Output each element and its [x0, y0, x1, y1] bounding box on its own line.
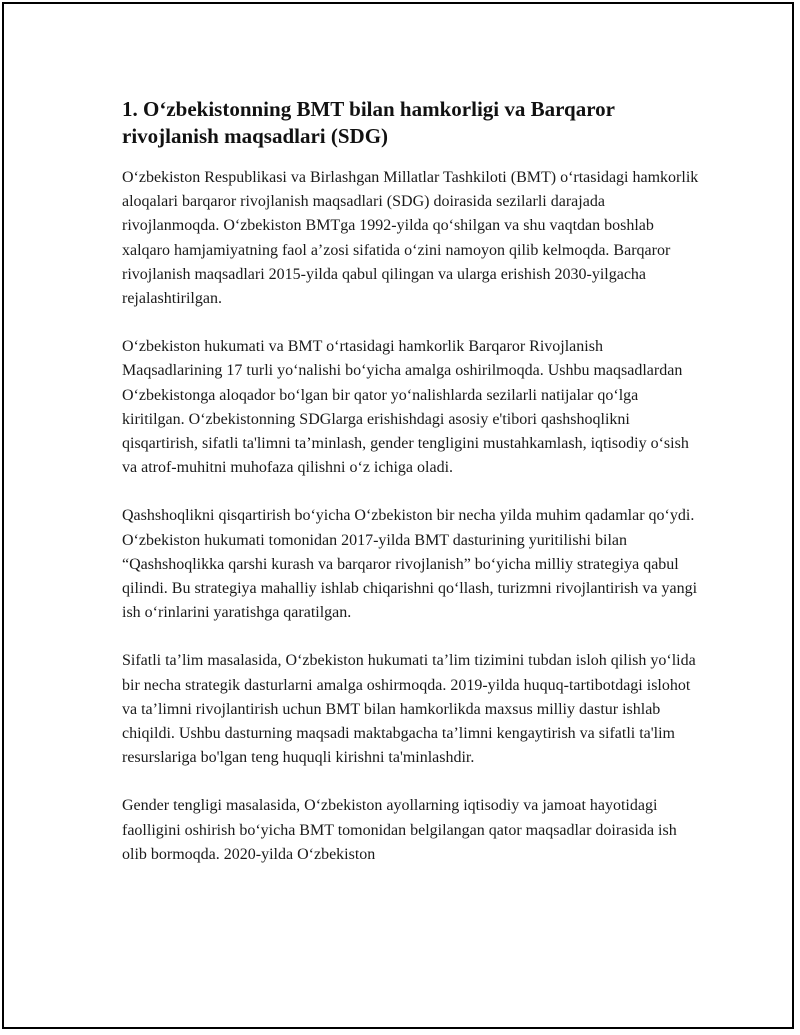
document-page	[2, 2, 794, 1029]
paragraph-2: O‘zbekiston hukumati va BMT o‘rtasidagi hamkorlik Barqaror Rivojlanish Maqsadlarining 17 turli yo‘nalishi bo‘yicha amalga oshirilmoqda. Ushbu maqsadlardan O‘zbekistonga aloqador bo‘lgan bir qator yo‘nalishlarda sezilarli natijalar qo‘lga kiritilgan. O‘zbekistonning SDGlarga erishishdagi asosiy e'tibori qashshoqlikni qisqartirish, sifatli ta'limni ta’minlash, gender tengligini mustahkamlash, iqtisodiy o‘sish va atrof-muhitni muhofaza qilishni o‘z ichiga oladi.	[122, 338, 689, 477]
paragraph-4: Sifatli ta’lim masalasida, O‘zbekiston hukumati ta’lim tizimini tubdan isloh qilish yo‘lida bir necha strategik dasturlarni amalga oshirmoqda. 2019-yilda huquq-tartibotdagi islohot va ta’limni rivojlantirish uchun BMT bilan hamkorlikda maxsus milliy dastur ishlab chiqildi. Ushbu dasturning maqsadi maktabgacha ta’limni kengaytirish va sifatli ta'lim resurslariga bo'lgan teng huquqli kirishni ta'minlashdir.	[122, 652, 696, 767]
section-heading: 1. O‘zbekistonning BMT bilan hamkorligi va Barqaror rivojlanish maqsadlari (SDG)	[122, 97, 615, 148]
paragraph-5: Gender tengligi masalasida, O‘zbekiston ayollarning iqtisodiy va jamoat hayotidagi faolligini oshirish bo‘yicha BMT tomonidan belgilangan qator maqsadlar doirasida ish olib bormoqda. 2020-yilda O‘zbekiston	[122, 797, 677, 863]
document-body	[122, 96, 702, 891]
paragraph-1: O‘zbekiston Respublikasi va Birlashgan Millatlar Tashkiloti (BMT) o‘rtasidagi hamkorlik aloqalari barqaror rivojlanish maqsadlari (SDG) doirasida sezilarli darajada rivojlanmoqda. O‘zbekiston BMTga 1992-yilda qo‘shilgan va shu vaqtdan boshlab xalqaro hamjamiyatning faol a’zosi sifatida o‘zini namoyon qilib kelmoqda. Barqaror rivojlanish maqsadlari 2015-yilda qabul qilingan va ularga erishish 2030-yilgacha rejalashtirilgan.	[122, 169, 699, 308]
paragraph-3: Qashshoqlikni qisqartirish bo‘yicha O‘zbekiston bir necha yilda muhim qadamlar qo‘ydi. O‘zbekiston hukumati tomonidan 2017-yilda BMT dasturining yuritilishi bilan “Qashshoqlikka qarshi kurash va barqaror rivojlanish” bo‘yicha milliy strategiya qabul qilindi. Bu strategiya mahalliy ishlab chiqarishni qo‘llash, turizmni rivojlantirish va yangi ish o‘rinlarini yaratishga qaratilgan.	[122, 507, 698, 622]
